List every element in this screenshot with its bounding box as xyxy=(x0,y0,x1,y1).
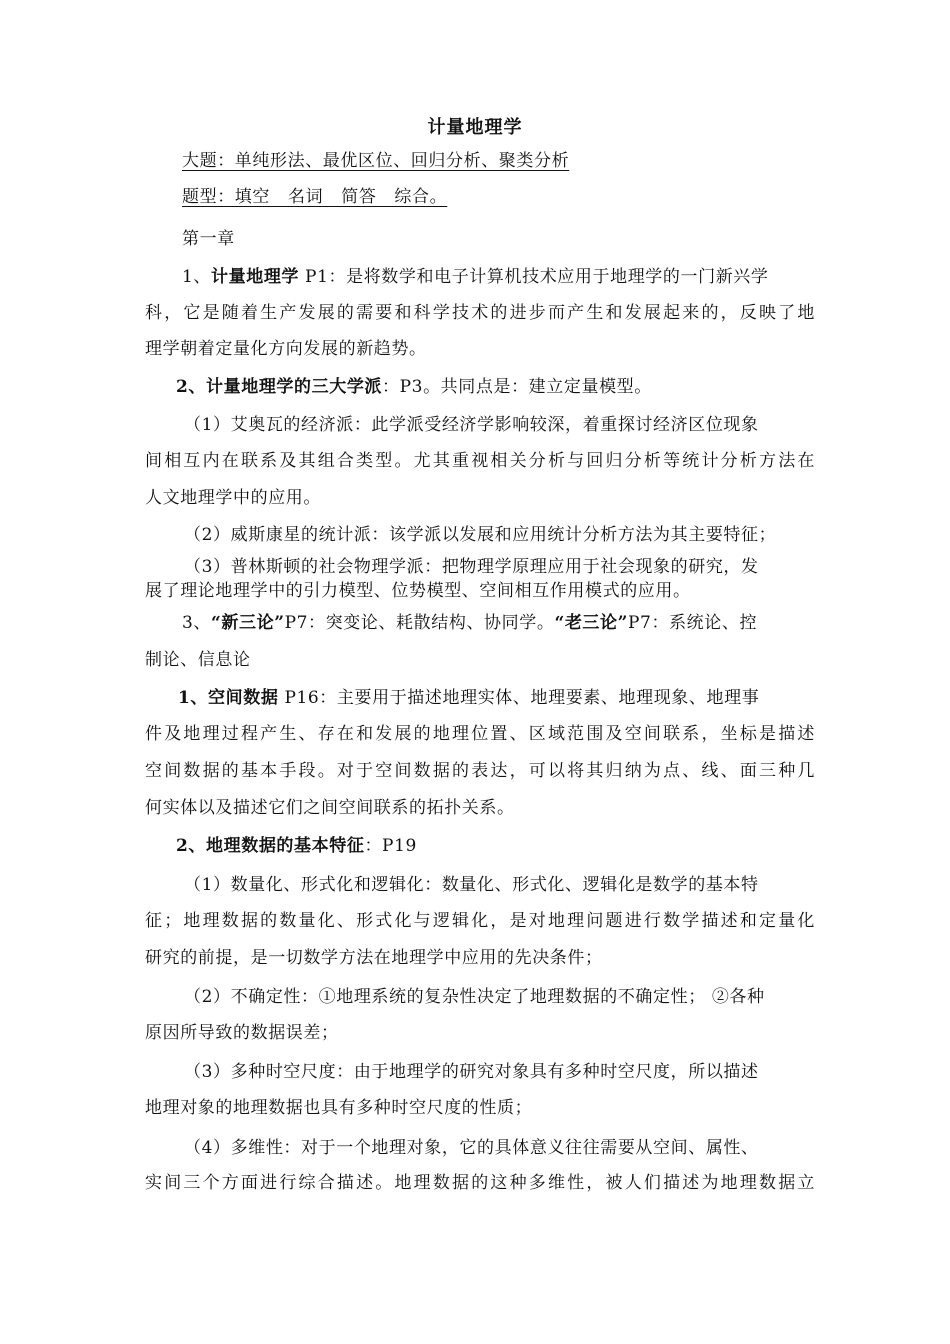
text-line: 人文地理学中的应用。 xyxy=(145,488,321,508)
text-segment: P7：突变论、耗散结构、协同学。 xyxy=(284,613,555,633)
text-segment: P7：系统论、控 xyxy=(628,613,758,633)
text-line: （3）多种时空尺度：由于地理学的研究对象具有多种时空尺度，所以描述 xyxy=(184,1062,759,1082)
heading-rest: ：P3。共同点是：建立定量模型。 xyxy=(382,377,652,397)
text-line: （4）多维性：对于一个地理对象，它的具体意义往往需要从空间、属性、 xyxy=(184,1138,759,1158)
text-line: 科，它是随着生产发展的需要和科学技术的进步而产生和发展起来的，反映了地 xyxy=(145,303,815,323)
definition-text: P1：是将数学和电子计算机技术应用于地理学的一门新兴学 xyxy=(299,267,769,287)
chapter-heading: 第一章 xyxy=(182,229,235,249)
document-title: 计量地理学 xyxy=(427,117,523,138)
term-geo-data-features: 2、地理数据的基本特征 xyxy=(176,836,365,856)
text-line: 件及地理过程产生、存在和发展的地理位置、区域范围及空间联系，坐标是描述 xyxy=(145,724,815,744)
text-line: 实间三个方面进行综合描述。地理数据的这种多维性，被人们描述为地理数据立 xyxy=(145,1173,815,1193)
three-theories-line xyxy=(182,608,815,633)
text-line: 地理对象的地理数据也具有多种时空尺度的性质； xyxy=(145,1098,533,1118)
text-line: （2）不确定性：①地理系统的复杂性决定了地理数据的不确定性； ②各种 xyxy=(184,987,765,1007)
term-spatial-data: 1、空间数据 xyxy=(178,688,279,708)
text-line: 空间数据的基本手段。对于空间数据的表达，可以将其归纳为点、线、面三种几 xyxy=(145,761,815,781)
geo-data-features-heading xyxy=(176,831,846,856)
term-three-schools: 2、计量地理学的三大学派 xyxy=(176,377,383,397)
text-line: （2）威斯康星的统计派：该学派以发展和应用统计分析方法为其主要特征； xyxy=(184,525,777,545)
spatial-data-definition xyxy=(178,683,815,708)
item-number: 3、 xyxy=(182,613,212,633)
text-line: 展了理论地理学中的引力模型、位势模型、空间相互作用模式的应用。 xyxy=(145,581,691,601)
term-quant-geo: 计量地理学 xyxy=(211,267,300,287)
text-line: 理学朝着定量化方向发展的新趋势。 xyxy=(145,339,427,359)
question-types-line: 题型：填空 名词 简答 综合。 xyxy=(182,187,448,207)
heading-rest: ：P19 xyxy=(364,836,417,856)
text-line: 原因所导致的数据误差； xyxy=(145,1023,339,1043)
definition-text: P16：主要用于描述地理实体、地理要素、地理现象、地理事 xyxy=(278,688,760,708)
item-number: 1、 xyxy=(182,267,212,287)
text-line: 研究的前提，是一切数学方法在地理学中应用的先决条件； xyxy=(145,948,603,968)
three-schools-heading xyxy=(176,372,846,397)
term-new-three: “新三论” xyxy=(211,613,285,633)
text-line: 制论、信息论 xyxy=(145,650,251,670)
text-line: （3）普林斯顿的社会物理学派：把物理学原理应用于社会现象的研究，发 xyxy=(184,557,759,577)
text-line: （1）艾奥瓦的经济派：此学派受经济学影响较深，着重探讨经济区位现象 xyxy=(184,415,759,435)
text-line: （1）数量化、形式化和逻辑化：数量化、形式化、逻辑化是数学的基本特 xyxy=(184,875,759,895)
definition-quant-geo xyxy=(182,262,815,287)
text-line: 征；地理数据的数量化、形式化与逻辑化，是对地理问题进行数学描述和定量化 xyxy=(145,911,815,931)
text-line: 间相互内在联系及其组合类型。尤其重视相关分析与回归分析等统计分析方法在 xyxy=(145,451,815,471)
text-line: 何实体以及描述它们之间空间联系的拓扑关系。 xyxy=(145,798,515,818)
big-questions-line: 大题：单纯形法、最优区位、回归分析、聚类分析 xyxy=(182,151,570,171)
term-old-three: “老三论” xyxy=(554,613,629,633)
